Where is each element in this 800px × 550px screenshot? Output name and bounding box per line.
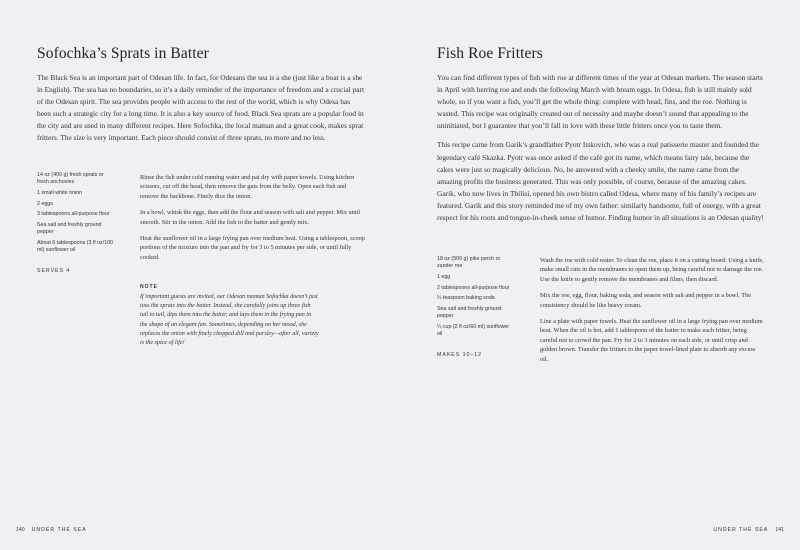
method-roe xyxy=(540,256,765,371)
method-step: Wash the roe with cold water. To clean the roe, place it on a cutting board. Using a knife, make small cuts in the membranes to open them up, being careful not to damage the roe. Use the knife to gently remove the membranes and films, then discard. xyxy=(540,257,764,283)
note-heading: NOTE xyxy=(140,284,158,290)
recipe-title-sprats: Sofochka’s Sprats in Batter xyxy=(37,45,209,62)
method-sprats xyxy=(140,173,365,269)
intro-paragraph: You can find different types of fish with roe at different times of the year at Odesan markets. The season starts in April with herring roe and ends the following March with bream eggs. In Odesa, fish is still mainly sold whole, so if you want a fish, you’ll get the whole thing: complete with head, fins, and the roe. Nothing is wasted. This recipe was originally created out of necessity and maybe doesn’t sound that appealing to the uninitiated, but I guarantee that you’ll fall in love with these little fritters once you to taste them. xyxy=(437,73,763,131)
ingredient-item: Sea salt and freshly ground pepper xyxy=(37,222,102,236)
method-step: Heat the sunflower oil in a large frying pan over medium heat. Using a tablespoon, scoop portions of the mixture into the pan and fry for 3 to 5 minutes per side, or until fully cooked. xyxy=(140,235,365,261)
method-step: Line a plate with paper towels. Heat the sunflower oil in a large frying pan over medium heat. When the oil is hot, add 1 tablespoon of the batter to make each fritter, being careful not to crowd the pan. Fry for 2 to 3 minutes on each side, or until crisp and golden brown. Transfer the fritters to the paper towel-lined plate to absorb any excess oil. xyxy=(540,318,763,363)
intro-roe xyxy=(437,72,765,231)
method-step: In a bowl, whisk the eggs, then add the flour and season with salt and pepper. Mix until smooth. Stir in the onion. Add the fish to the batter and gently mix. xyxy=(140,209,361,226)
intro-paragraph: The Black Sea is an important part of Odesan life. In fact, for Odesans the sea is a she (just like a boat is a she in English). The sea has no boundaries, so it’s a daily reminder of the importance of freedom and a crucial part of the Odesan spirit. The sea provides people with access to the rest of the world, which is why Odesa has been such a strategic city for a long time. It is also a key source of food. Black Sea sprats are a popular food in the city and are used in many different recipes. Here Sofochka, the local maman and a great cook, makes sprat fritters. The size is very important. Each piece should consist of three sprats, no more and no less. xyxy=(37,73,364,143)
page-footer-left xyxy=(16,527,87,533)
ingredient-item: ¼ cup (2 fl oz/60 ml) sunflower oil xyxy=(437,323,510,338)
makes-label: MAKES 10–12 xyxy=(437,352,483,358)
method-step: Mix the roe, egg, flour, baking soda, and season with salt and pepper in a bowl. The consistency should be like heavy cream. xyxy=(540,292,752,309)
ingredient-item: ¼ teaspoon baking soda xyxy=(437,295,495,302)
page-footer-right xyxy=(713,527,784,533)
ingredient-item: 3 tablespoons all-purpose flour xyxy=(37,211,110,218)
ingredients-list-sprats xyxy=(37,172,115,258)
ingredient-item: About 6 tablespoons (3 fl oz/100 ml) sunflower oil xyxy=(37,239,113,254)
ingredient-item: 1 egg xyxy=(437,273,451,280)
page-number: 141 xyxy=(775,527,784,533)
ingredient-item: 14 oz (400 g) fresh sprats or fresh anchovies xyxy=(37,172,104,186)
intro-paragraph: This recipe came from Garik’s grandfather Pyotr Itskovich, who was a real patisserie master and founded the legendary café Skazka. Pyotr was once asked if the café got its name, which means fairy tale, because the cakes were just so magically delicious. No, he answered with a cheeky smile, the name came from the amazing profits the business generated. This was only possible, of course, because of the amazing cakes. Garik, who now lives in Tbilisi, opened his own bistro called Odesa, where many of his family’s recipes are featured. Garik and this story reminded me of my own father: similarly handsome, full of energy, with a great respect for his roots and tongue-in-cheek sense of humor. Finding humor in all situations is an Odesan quality! xyxy=(437,140,764,223)
section-name: UNDER THE SEA xyxy=(713,527,769,533)
method-step: Rinse the fish under cold running water and pat dry with paper towels. Using kitchen scissors, cut off the head, then remove the guts from the belly. Open each fish and remove the backbone. Finely dice the onion. xyxy=(140,174,355,200)
ingredient-item: 1 small white onion xyxy=(37,189,83,196)
ingredient-item: 18 oz (500 g) pike perch or zander roe xyxy=(437,256,501,270)
ingredient-item: 2 tablespoons all-purpose flour xyxy=(437,284,510,291)
ingredients-list-roe xyxy=(437,256,515,342)
right-page xyxy=(400,0,800,550)
page-number: 140 xyxy=(16,527,25,533)
serves-label: SERVES 4 xyxy=(37,268,71,274)
recipe-title-roe: Fish Roe Fritters xyxy=(437,45,543,62)
note-text: If important guests are invited, our Odesan maman Sofochka doesn’t just toss the sprats into the batter. Instead, she carefully joins up three fish tail to tail, dips them into the batter, and lays them in the frying pan in the shape of an elegant fan. Sometimes, depending on her mood, she replaces the onion with finely chopped dill and parsley—after all, variety is the spice of life! xyxy=(140,294,319,347)
section-name: UNDER THE SEA xyxy=(31,527,87,533)
ingredient-item: Sea salt and freshly ground pepper xyxy=(437,306,502,320)
intro-sprats xyxy=(37,72,365,152)
ingredient-item: 2 eggs xyxy=(37,200,53,207)
